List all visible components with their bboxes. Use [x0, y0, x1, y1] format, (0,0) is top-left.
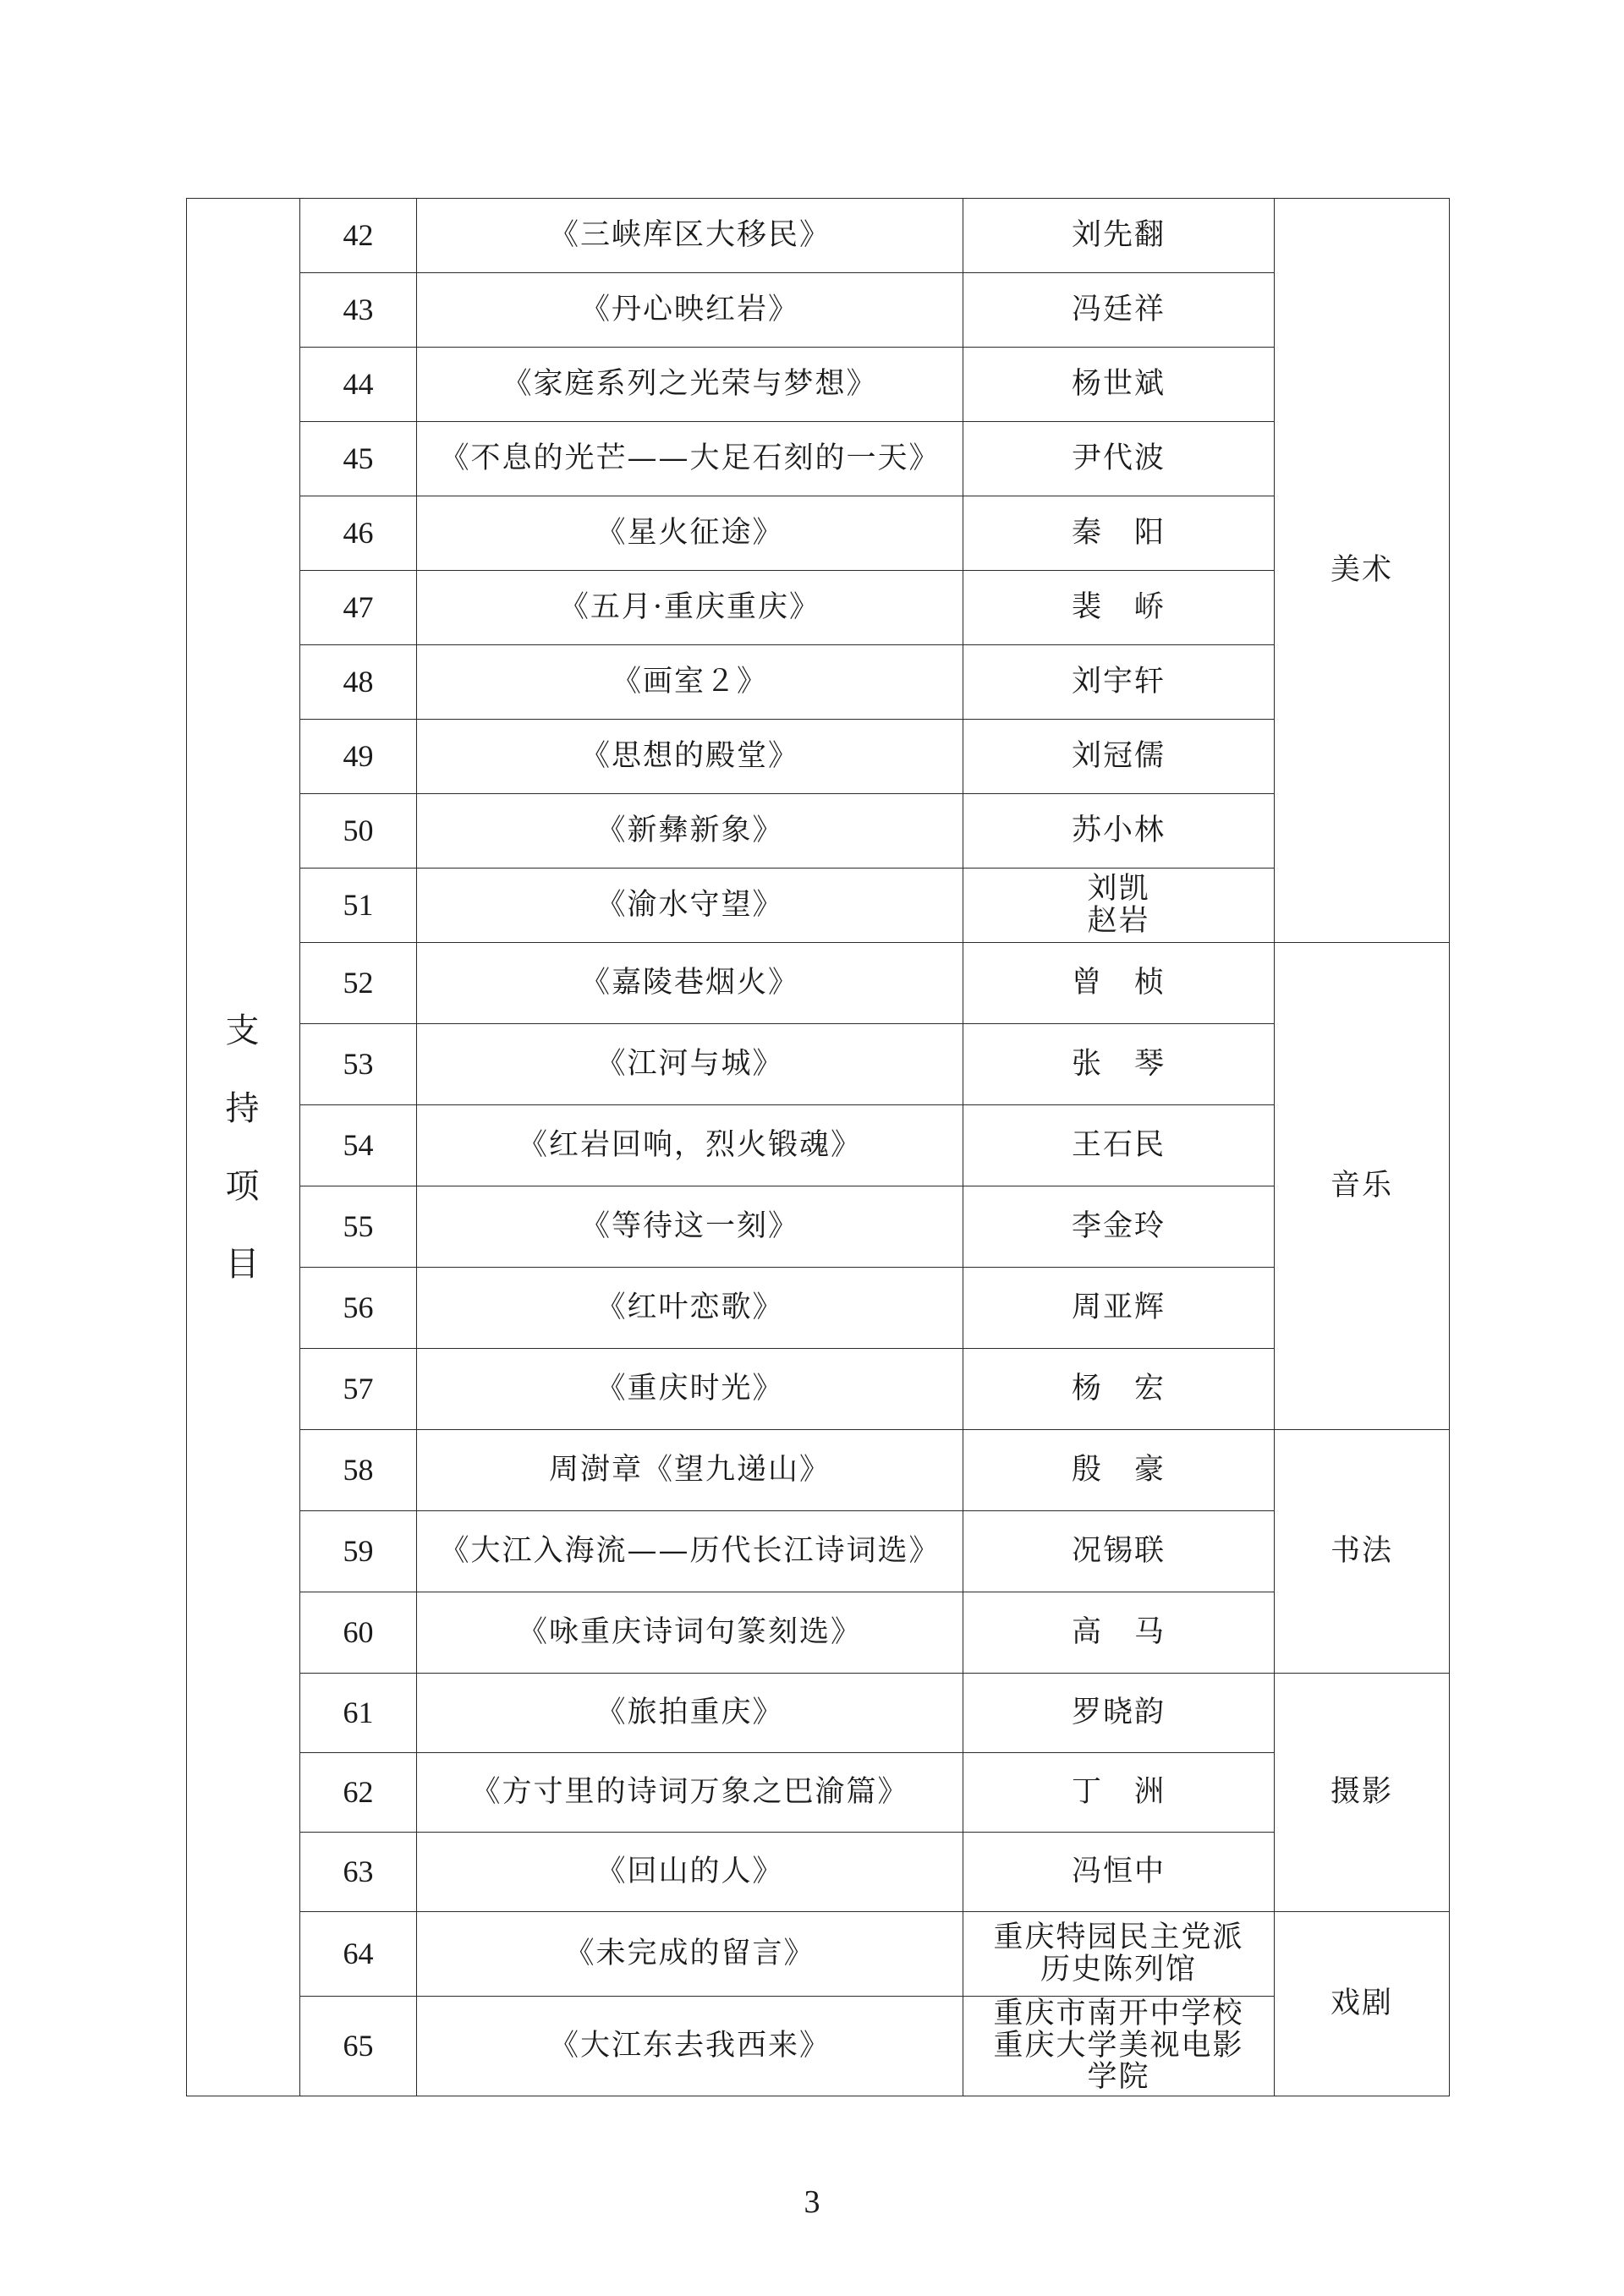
author-line: 杨 宏 — [1071, 1371, 1166, 1406]
table-row — [187, 1105, 1450, 1186]
row-number-cell: 60 — [300, 1592, 417, 1674]
project-title-cell: 《渝水守望》 — [417, 869, 963, 943]
row-number-cell: 57 — [300, 1349, 417, 1430]
project-title-cell: 《回山的人》 — [417, 1833, 963, 1912]
author-line: 学院 — [1087, 2060, 1150, 2095]
project-title-cell: 《咏重庆诗词句篆刻选》 — [417, 1592, 963, 1674]
author-line: 高 马 — [1071, 1614, 1166, 1649]
category-cell: 书法 — [1275, 1430, 1450, 1674]
project-title-cell: 《江河与城》 — [417, 1024, 963, 1105]
author-cell — [963, 1753, 1275, 1833]
table-row — [187, 1024, 1450, 1105]
project-title-cell: 《旅拍重庆》 — [417, 1674, 963, 1753]
author-line: 刘冠儒 — [1071, 738, 1166, 773]
author-line: 冯恒中 — [1071, 1854, 1166, 1888]
author-line: 尹代波 — [1071, 441, 1166, 475]
table-row — [187, 1753, 1450, 1833]
row-number-cell: 45 — [300, 422, 417, 496]
author-cell — [963, 1674, 1275, 1753]
section-label-cell — [187, 199, 300, 2096]
author-cell — [963, 422, 1275, 496]
row-number-cell: 43 — [300, 273, 417, 348]
row-number-cell: 64 — [300, 1912, 417, 1997]
author-line: 苏小林 — [1071, 813, 1166, 847]
table-row — [187, 1511, 1450, 1592]
author-cell — [963, 571, 1275, 645]
author-line: 重庆市南开中学校 — [993, 1996, 1244, 2030]
table-row — [187, 422, 1450, 496]
row-number-cell: 46 — [300, 496, 417, 571]
author-line: 裴 峤 — [1071, 589, 1166, 624]
table-row — [187, 1912, 1450, 1997]
row-number-cell: 58 — [300, 1430, 417, 1511]
author-cell — [963, 1833, 1275, 1912]
author-cell — [963, 1349, 1275, 1430]
table-row — [187, 1430, 1450, 1511]
author-cell — [963, 1997, 1275, 2096]
project-title-cell: 周澍章《望九递山》 — [417, 1430, 963, 1511]
project-title-cell: 《五月·重庆重庆》 — [417, 571, 963, 645]
author-line: 重庆大学美视电影 — [993, 2028, 1244, 2063]
author-cell — [963, 1105, 1275, 1186]
row-number-cell: 55 — [300, 1186, 417, 1268]
author-cell — [963, 348, 1275, 422]
author-cell — [963, 869, 1275, 943]
table-row — [187, 1592, 1450, 1674]
category-cell: 摄影 — [1275, 1674, 1450, 1912]
table-row — [187, 1674, 1450, 1753]
row-number-cell: 56 — [300, 1268, 417, 1349]
author-line: 赵岩 — [1087, 903, 1150, 938]
page-number: 3 — [804, 2184, 820, 2220]
section-label-char: 目 — [225, 1244, 261, 1284]
project-title-cell: 《嘉陵巷烟火》 — [417, 943, 963, 1024]
section-label-char: 持 — [225, 1088, 261, 1128]
project-title-cell: 《重庆时光》 — [417, 1349, 963, 1430]
author-cell — [963, 1186, 1275, 1268]
table-row — [187, 496, 1450, 571]
author-cell — [963, 1912, 1275, 1997]
row-number-cell: 54 — [300, 1105, 417, 1186]
author-line: 历史陈列馆 — [1040, 1952, 1197, 1986]
table-row — [187, 199, 1450, 273]
author-line: 张 琴 — [1071, 1046, 1166, 1081]
project-title-cell: 《不息的光芒——大足石刻的一天》 — [417, 422, 963, 496]
project-title-cell: 《新彝新象》 — [417, 794, 963, 869]
author-cell — [963, 1592, 1275, 1674]
author-line: 王石民 — [1071, 1127, 1166, 1162]
table-row — [187, 943, 1450, 1024]
table-row — [187, 1349, 1450, 1430]
project-table — [186, 198, 1450, 2096]
section-label-char: 项 — [225, 1166, 261, 1206]
project-title-cell: 《三峡库区大移民》 — [417, 199, 963, 273]
author-cell — [963, 1511, 1275, 1592]
table-row — [187, 1268, 1450, 1349]
author-cell — [963, 1268, 1275, 1349]
author-cell — [963, 943, 1275, 1024]
author-line: 重庆特园民主党派 — [993, 1920, 1244, 1954]
section-label — [225, 1011, 261, 1284]
project-title-cell: 《未完成的留言》 — [417, 1912, 963, 1997]
project-title-cell: 《画室２》 — [417, 645, 963, 720]
table-row — [187, 348, 1450, 422]
author-line: 冯廷祥 — [1071, 292, 1166, 326]
author-line: 秦 阳 — [1071, 515, 1166, 550]
table-row — [187, 1997, 1450, 2096]
table-row — [187, 794, 1450, 869]
author-cell — [963, 720, 1275, 794]
table-row — [187, 720, 1450, 794]
section-label-char: 支 — [225, 1011, 261, 1050]
author-cell — [963, 1430, 1275, 1511]
project-title-cell: 《家庭系列之光荣与梦想》 — [417, 348, 963, 422]
author-line: 况锡联 — [1071, 1533, 1166, 1568]
author-line: 周亚辉 — [1071, 1290, 1166, 1324]
project-title-cell: 《方寸里的诗词万象之巴渝篇》 — [417, 1753, 963, 1833]
table-row — [187, 1833, 1450, 1912]
project-title-cell: 《红叶恋歌》 — [417, 1268, 963, 1349]
row-number-cell: 49 — [300, 720, 417, 794]
row-number-cell: 53 — [300, 1024, 417, 1105]
row-number-cell: 62 — [300, 1753, 417, 1833]
author-cell — [963, 1024, 1275, 1105]
table-row — [187, 645, 1450, 720]
category-cell: 戏剧 — [1275, 1912, 1450, 2096]
category-cell: 音乐 — [1275, 943, 1450, 1430]
author-cell — [963, 794, 1275, 869]
project-title-cell: 《红岩回响，烈火锻魂》 — [417, 1105, 963, 1186]
project-title-cell: 《思想的殿堂》 — [417, 720, 963, 794]
row-number-cell: 59 — [300, 1511, 417, 1592]
author-cell — [963, 199, 1275, 273]
table-row — [187, 571, 1450, 645]
author-line: 刘宇轩 — [1071, 664, 1166, 699]
author-cell — [963, 273, 1275, 348]
author-cell — [963, 496, 1275, 571]
author-line: 李金玲 — [1071, 1208, 1166, 1243]
row-number-cell: 47 — [300, 571, 417, 645]
author-line: 刘凯 — [1087, 871, 1150, 906]
author-cell — [963, 645, 1275, 720]
row-number-cell: 44 — [300, 348, 417, 422]
category-cell: 美术 — [1275, 199, 1450, 943]
row-number-cell: 50 — [300, 794, 417, 869]
author-line: 罗晓韵 — [1071, 1695, 1166, 1729]
project-title-cell: 《星火征途》 — [417, 496, 963, 571]
author-line: 曾 桢 — [1071, 965, 1166, 1000]
project-title-cell: 《大江入海流——历代长江诗词选》 — [417, 1511, 963, 1592]
row-number-cell: 48 — [300, 645, 417, 720]
project-title-cell: 《丹心映红岩》 — [417, 273, 963, 348]
row-number-cell: 51 — [300, 869, 417, 943]
row-number-cell: 63 — [300, 1833, 417, 1912]
row-number-cell: 42 — [300, 199, 417, 273]
author-line: 杨世斌 — [1071, 366, 1166, 401]
table-row — [187, 1186, 1450, 1268]
author-line: 丁 洲 — [1071, 1774, 1166, 1809]
table-body — [187, 199, 1450, 2096]
row-number-cell: 65 — [300, 1997, 417, 2096]
row-number-cell: 52 — [300, 943, 417, 1024]
author-line: 殷 豪 — [1071, 1452, 1166, 1487]
project-title-cell: 《大江东去我西来》 — [417, 1997, 963, 2096]
table-row — [187, 273, 1450, 348]
table-row — [187, 869, 1450, 943]
author-line: 刘先翻 — [1071, 217, 1166, 252]
project-title-cell: 《等待这一刻》 — [417, 1186, 963, 1268]
row-number-cell: 61 — [300, 1674, 417, 1753]
